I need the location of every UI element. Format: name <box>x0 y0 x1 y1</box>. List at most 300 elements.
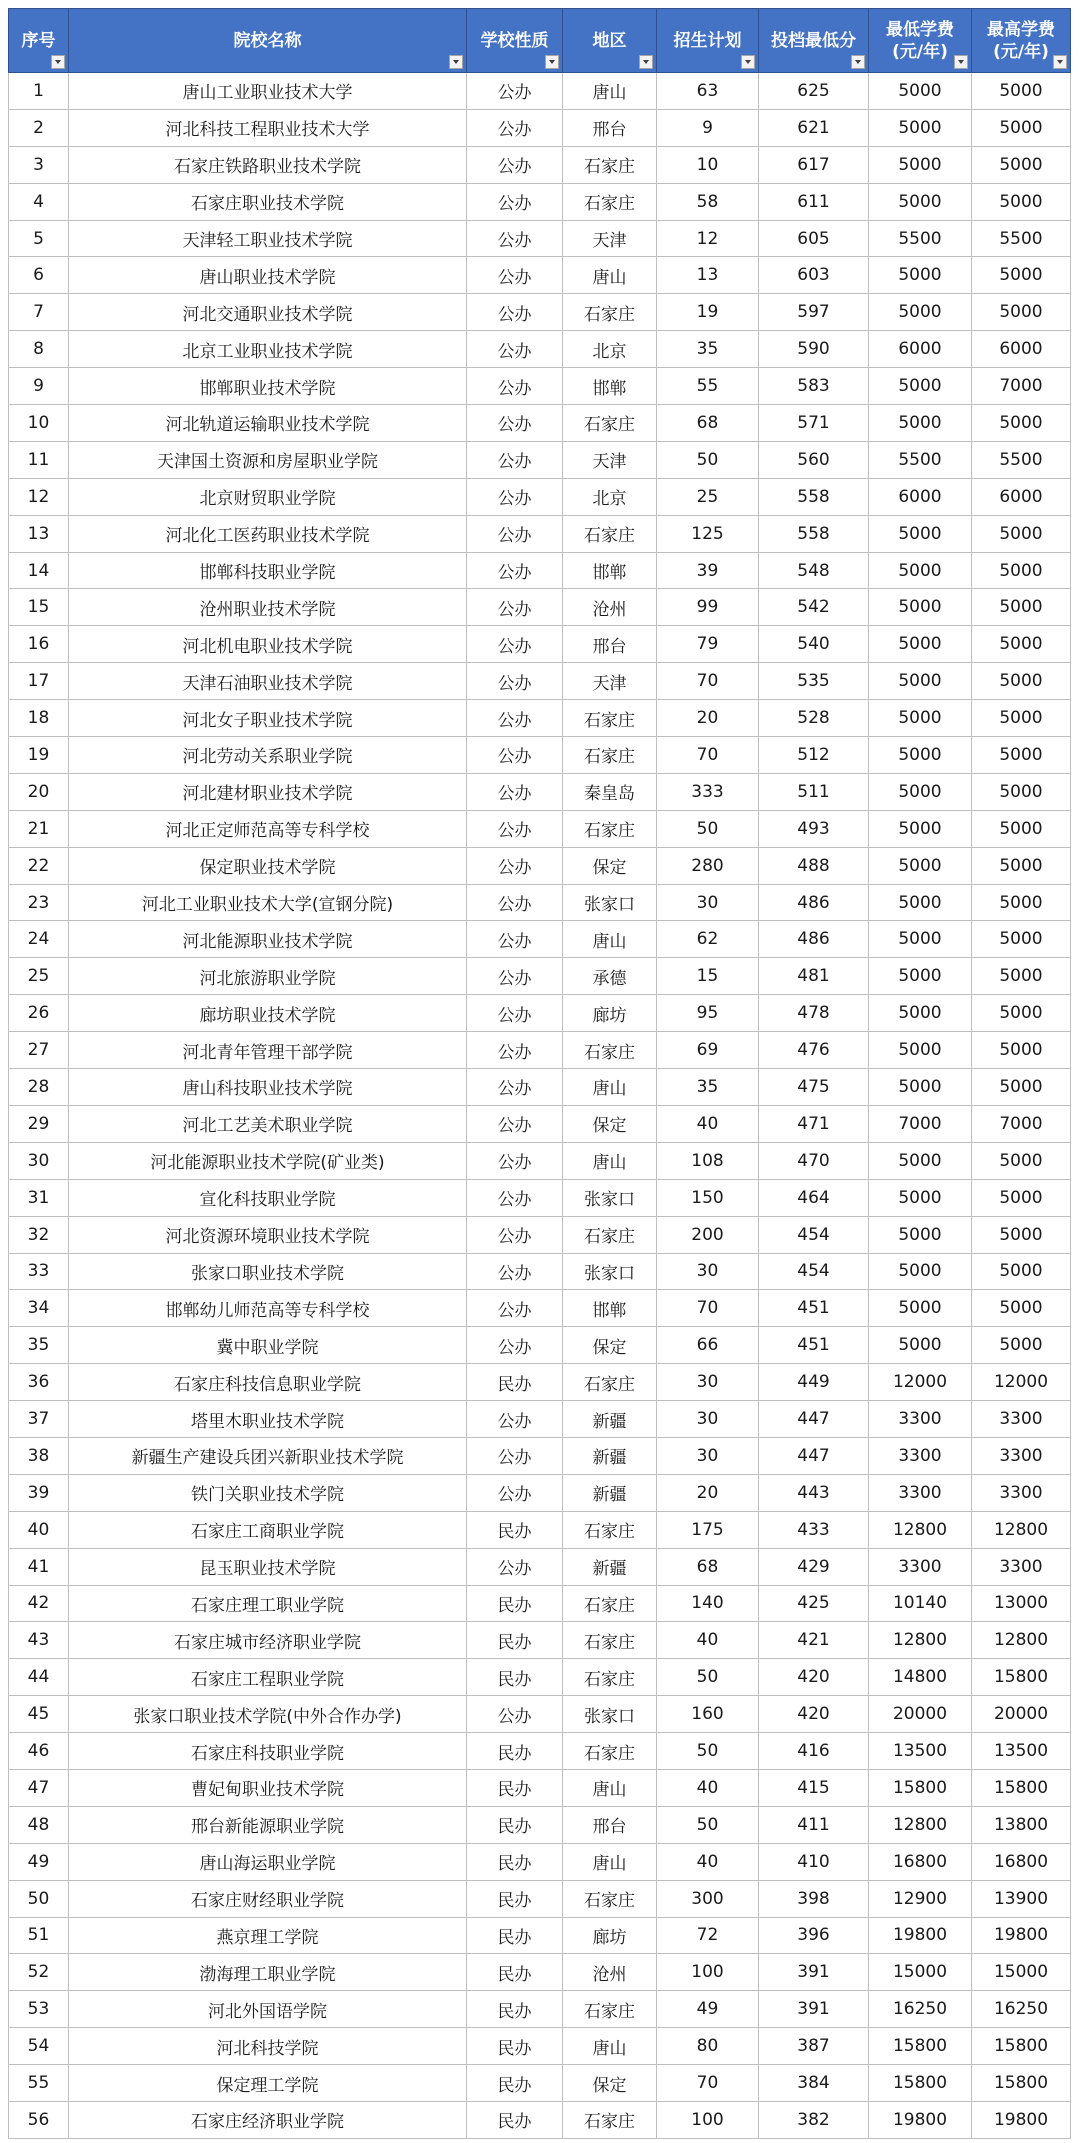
enrollment-plan-cell[interactable]: 50 <box>657 1659 759 1696</box>
school-name-cell[interactable]: 渤海理工职业学院 <box>69 1954 467 1991</box>
min-score-cell[interactable]: 476 <box>759 1032 869 1069</box>
school-name-cell[interactable]: 张家口职业技术学院(中外合作办学) <box>69 1696 467 1733</box>
max-tuition-cell[interactable]: 13800 <box>972 1806 1071 1843</box>
school-name-cell[interactable]: 河北科技学院 <box>69 2028 467 2065</box>
max-tuition-cell[interactable]: 20000 <box>972 1696 1071 1733</box>
enrollment-plan-cell[interactable]: 30 <box>657 884 759 921</box>
enrollment-plan-cell[interactable]: 300 <box>657 1880 759 1917</box>
filter-dropdown-icon[interactable] <box>1053 55 1067 69</box>
min-score-cell[interactable]: 597 <box>759 294 869 331</box>
min-tuition-cell[interactable]: 16800 <box>869 1843 972 1880</box>
school-type-cell[interactable]: 民办 <box>467 1511 563 1548</box>
school-type-cell[interactable]: 公办 <box>467 1179 563 1216</box>
row-number-cell[interactable]: 23 <box>9 884 69 921</box>
row-number-cell[interactable]: 34 <box>9 1290 69 1327</box>
school-type-cell[interactable]: 民办 <box>467 1659 563 1696</box>
min-score-cell[interactable]: 481 <box>759 958 869 995</box>
enrollment-plan-cell[interactable]: 19 <box>657 294 759 331</box>
min-tuition-cell[interactable]: 3300 <box>869 1474 972 1511</box>
min-tuition-cell[interactable]: 12000 <box>869 1364 972 1401</box>
school-type-cell[interactable]: 公办 <box>467 810 563 847</box>
min-tuition-cell[interactable]: 5000 <box>869 847 972 884</box>
min-tuition-cell[interactable]: 5000 <box>869 810 972 847</box>
school-type-cell[interactable]: 公办 <box>467 737 563 774</box>
school-name-cell[interactable]: 石家庄工商职业学院 <box>69 1511 467 1548</box>
min-score-cell[interactable]: 391 <box>759 1991 869 2028</box>
school-type-cell[interactable]: 民办 <box>467 1917 563 1954</box>
filter-dropdown-icon[interactable] <box>449 55 463 69</box>
min-score-cell[interactable]: 429 <box>759 1548 869 1585</box>
min-tuition-cell[interactable]: 12900 <box>869 1880 972 1917</box>
min-tuition-cell[interactable]: 5000 <box>869 663 972 700</box>
school-type-cell[interactable]: 公办 <box>467 589 563 626</box>
row-number-cell[interactable]: 24 <box>9 921 69 958</box>
min-score-cell[interactable]: 558 <box>759 478 869 515</box>
region-cell[interactable]: 张家口 <box>563 1179 657 1216</box>
min-score-cell[interactable]: 542 <box>759 589 869 626</box>
school-name-cell[interactable]: 石家庄理工职业学院 <box>69 1585 467 1622</box>
school-type-cell[interactable]: 公办 <box>467 1437 563 1474</box>
max-tuition-cell[interactable]: 5000 <box>972 1142 1071 1179</box>
school-name-cell[interactable]: 保定理工学院 <box>69 2065 467 2102</box>
row-number-cell[interactable]: 31 <box>9 1179 69 1216</box>
row-number-cell[interactable]: 54 <box>9 2028 69 2065</box>
school-name-cell[interactable]: 冀中职业学院 <box>69 1327 467 1364</box>
min-tuition-cell[interactable]: 6000 <box>869 331 972 368</box>
min-tuition-cell[interactable]: 5000 <box>869 368 972 405</box>
region-cell[interactable]: 张家口 <box>563 884 657 921</box>
min-score-cell[interactable]: 411 <box>759 1806 869 1843</box>
max-tuition-cell[interactable]: 15800 <box>972 1659 1071 1696</box>
enrollment-plan-cell[interactable]: 99 <box>657 589 759 626</box>
max-tuition-cell[interactable]: 13000 <box>972 1585 1071 1622</box>
min-score-cell[interactable]: 486 <box>759 884 869 921</box>
min-score-cell[interactable]: 391 <box>759 1954 869 1991</box>
region-cell[interactable]: 石家庄 <box>563 810 657 847</box>
min-tuition-cell[interactable]: 5000 <box>869 1253 972 1290</box>
region-cell[interactable]: 廊坊 <box>563 995 657 1032</box>
region-cell[interactable]: 石家庄 <box>563 2101 657 2138</box>
school-name-cell[interactable]: 沧州职业技术学院 <box>69 589 467 626</box>
school-type-cell[interactable]: 公办 <box>467 700 563 737</box>
max-tuition-cell[interactable]: 5000 <box>972 995 1071 1032</box>
region-cell[interactable]: 廊坊 <box>563 1917 657 1954</box>
school-name-cell[interactable]: 北京工业职业技术学院 <box>69 331 467 368</box>
max-tuition-cell[interactable]: 5000 <box>972 1069 1071 1106</box>
school-name-cell[interactable]: 昆玉职业技术学院 <box>69 1548 467 1585</box>
row-number-cell[interactable]: 32 <box>9 1216 69 1253</box>
region-cell[interactable]: 邯郸 <box>563 368 657 405</box>
min-tuition-cell[interactable]: 5500 <box>869 220 972 257</box>
max-tuition-cell[interactable]: 15800 <box>972 1769 1071 1806</box>
min-tuition-cell[interactable]: 12800 <box>869 1511 972 1548</box>
min-tuition-cell[interactable]: 12800 <box>869 1622 972 1659</box>
enrollment-plan-cell[interactable]: 40 <box>657 1622 759 1659</box>
max-tuition-cell[interactable]: 5000 <box>972 773 1071 810</box>
school-type-cell[interactable]: 公办 <box>467 626 563 663</box>
school-name-cell[interactable]: 河北劳动关系职业学院 <box>69 737 467 774</box>
region-cell[interactable]: 石家庄 <box>563 1991 657 2028</box>
max-tuition-cell[interactable]: 5000 <box>972 921 1071 958</box>
max-tuition-cell[interactable]: 13900 <box>972 1880 1071 1917</box>
min-score-cell[interactable]: 382 <box>759 2101 869 2138</box>
min-tuition-cell[interactable]: 5000 <box>869 773 972 810</box>
max-tuition-cell[interactable]: 5000 <box>972 1253 1071 1290</box>
max-tuition-cell[interactable]: 5000 <box>972 1216 1071 1253</box>
max-tuition-cell[interactable]: 5000 <box>972 405 1071 442</box>
region-cell[interactable]: 石家庄 <box>563 1364 657 1401</box>
max-tuition-cell[interactable]: 5000 <box>972 1327 1071 1364</box>
enrollment-plan-cell[interactable]: 10 <box>657 146 759 183</box>
region-cell[interactable]: 邯郸 <box>563 1290 657 1327</box>
school-type-cell[interactable]: 公办 <box>467 257 563 294</box>
school-type-cell[interactable]: 公办 <box>467 294 563 331</box>
enrollment-plan-cell[interactable]: 72 <box>657 1917 759 1954</box>
max-tuition-cell[interactable]: 5000 <box>972 737 1071 774</box>
school-type-cell[interactable]: 公办 <box>467 1474 563 1511</box>
min-tuition-cell[interactable]: 5000 <box>869 1032 972 1069</box>
school-name-cell[interactable]: 石家庄科技职业学院 <box>69 1733 467 1770</box>
region-cell[interactable]: 唐山 <box>563 257 657 294</box>
school-type-cell[interactable]: 公办 <box>467 552 563 589</box>
school-type-cell[interactable]: 公办 <box>467 1401 563 1438</box>
max-tuition-cell[interactable]: 5000 <box>972 552 1071 589</box>
row-number-cell[interactable]: 15 <box>9 589 69 626</box>
school-type-cell[interactable]: 公办 <box>467 1253 563 1290</box>
max-tuition-cell[interactable]: 19800 <box>972 2101 1071 2138</box>
row-number-cell[interactable]: 5 <box>9 220 69 257</box>
enrollment-plan-cell[interactable]: 25 <box>657 478 759 515</box>
min-tuition-cell[interactable]: 5000 <box>869 626 972 663</box>
region-cell[interactable]: 唐山 <box>563 921 657 958</box>
filter-dropdown-icon[interactable] <box>851 55 865 69</box>
school-name-cell[interactable]: 曹妃甸职业技术学院 <box>69 1769 467 1806</box>
row-number-cell[interactable]: 38 <box>9 1437 69 1474</box>
max-tuition-cell[interactable]: 3300 <box>972 1437 1071 1474</box>
school-name-cell[interactable]: 河北科技工程职业技术大学 <box>69 109 467 146</box>
row-number-cell[interactable]: 53 <box>9 1991 69 2028</box>
region-cell[interactable]: 沧州 <box>563 1954 657 1991</box>
row-number-cell[interactable]: 13 <box>9 515 69 552</box>
enrollment-plan-cell[interactable]: 35 <box>657 331 759 368</box>
school-type-cell[interactable]: 公办 <box>467 663 563 700</box>
max-tuition-cell[interactable]: 5000 <box>972 958 1071 995</box>
max-tuition-cell[interactable]: 5000 <box>972 109 1071 146</box>
row-number-cell[interactable]: 36 <box>9 1364 69 1401</box>
row-number-cell[interactable]: 35 <box>9 1327 69 1364</box>
row-number-cell[interactable]: 55 <box>9 2065 69 2102</box>
row-number-cell[interactable]: 43 <box>9 1622 69 1659</box>
max-tuition-cell[interactable]: 5000 <box>972 183 1071 220</box>
min-score-cell[interactable]: 421 <box>759 1622 869 1659</box>
min-score-cell[interactable]: 512 <box>759 737 869 774</box>
row-number-cell[interactable]: 49 <box>9 1843 69 1880</box>
min-tuition-cell[interactable]: 5000 <box>869 1327 972 1364</box>
min-score-cell[interactable]: 470 <box>759 1142 869 1179</box>
school-type-cell[interactable]: 公办 <box>467 109 563 146</box>
min-score-cell[interactable]: 396 <box>759 1917 869 1954</box>
row-number-cell[interactable]: 37 <box>9 1401 69 1438</box>
school-type-cell[interactable]: 公办 <box>467 1142 563 1179</box>
region-cell[interactable]: 石家庄 <box>563 1511 657 1548</box>
school-name-cell[interactable]: 石家庄财经职业学院 <box>69 1880 467 1917</box>
school-type-cell[interactable]: 公办 <box>467 1216 563 1253</box>
min-score-cell[interactable]: 471 <box>759 1105 869 1142</box>
school-name-cell[interactable]: 石家庄经济职业学院 <box>69 2101 467 2138</box>
region-cell[interactable]: 北京 <box>563 478 657 515</box>
school-name-cell[interactable]: 邢台新能源职业学院 <box>69 1806 467 1843</box>
min-score-cell[interactable]: 384 <box>759 2065 869 2102</box>
region-cell[interactable]: 新疆 <box>563 1401 657 1438</box>
max-tuition-cell[interactable]: 16800 <box>972 1843 1071 1880</box>
filter-dropdown-icon[interactable] <box>741 55 755 69</box>
row-number-cell[interactable]: 14 <box>9 552 69 589</box>
min-tuition-cell[interactable]: 5000 <box>869 1069 972 1106</box>
row-number-cell[interactable]: 16 <box>9 626 69 663</box>
enrollment-plan-cell[interactable]: 70 <box>657 1290 759 1327</box>
row-number-cell[interactable]: 45 <box>9 1696 69 1733</box>
row-number-cell[interactable]: 18 <box>9 700 69 737</box>
min-score-cell[interactable]: 443 <box>759 1474 869 1511</box>
min-score-cell[interactable]: 511 <box>759 773 869 810</box>
min-score-cell[interactable]: 605 <box>759 220 869 257</box>
min-score-cell[interactable]: 433 <box>759 1511 869 1548</box>
min-tuition-cell[interactable]: 7000 <box>869 1105 972 1142</box>
max-tuition-cell[interactable]: 5000 <box>972 257 1071 294</box>
min-score-cell[interactable]: 447 <box>759 1437 869 1474</box>
min-tuition-cell[interactable]: 5000 <box>869 958 972 995</box>
school-name-cell[interactable]: 唐山科技职业技术学院 <box>69 1069 467 1106</box>
region-cell[interactable]: 沧州 <box>563 589 657 626</box>
min-tuition-cell[interactable]: 5000 <box>869 257 972 294</box>
max-tuition-cell[interactable]: 5000 <box>972 884 1071 921</box>
region-cell[interactable]: 石家庄 <box>563 1216 657 1253</box>
row-number-cell[interactable]: 27 <box>9 1032 69 1069</box>
school-type-cell[interactable]: 公办 <box>467 183 563 220</box>
max-tuition-cell[interactable]: 7000 <box>972 368 1071 405</box>
column-header[interactable] <box>869 9 972 73</box>
max-tuition-cell[interactable]: 12800 <box>972 1622 1071 1659</box>
school-name-cell[interactable]: 铁门关职业技术学院 <box>69 1474 467 1511</box>
min-score-cell[interactable]: 451 <box>759 1327 869 1364</box>
min-tuition-cell[interactable]: 3300 <box>869 1401 972 1438</box>
enrollment-plan-cell[interactable]: 175 <box>657 1511 759 1548</box>
enrollment-plan-cell[interactable]: 30 <box>657 1401 759 1438</box>
enrollment-plan-cell[interactable]: 50 <box>657 1806 759 1843</box>
min-tuition-cell[interactable]: 20000 <box>869 1696 972 1733</box>
filter-dropdown-icon[interactable] <box>954 55 968 69</box>
min-tuition-cell[interactable]: 5500 <box>869 441 972 478</box>
min-tuition-cell[interactable]: 6000 <box>869 478 972 515</box>
row-number-cell[interactable]: 11 <box>9 441 69 478</box>
max-tuition-cell[interactable]: 5000 <box>972 1179 1071 1216</box>
max-tuition-cell[interactable]: 5000 <box>972 626 1071 663</box>
max-tuition-cell[interactable]: 5000 <box>972 1032 1071 1069</box>
min-score-cell[interactable]: 387 <box>759 2028 869 2065</box>
school-type-cell[interactable]: 公办 <box>467 773 563 810</box>
min-score-cell[interactable]: 415 <box>759 1769 869 1806</box>
column-header[interactable] <box>972 9 1071 73</box>
school-type-cell[interactable]: 公办 <box>467 1032 563 1069</box>
school-type-cell[interactable]: 公办 <box>467 220 563 257</box>
school-type-cell[interactable]: 公办 <box>467 1696 563 1733</box>
school-name-cell[interactable]: 唐山工业职业技术大学 <box>69 73 467 110</box>
school-type-cell[interactable]: 公办 <box>467 1105 563 1142</box>
min-tuition-cell[interactable]: 15800 <box>869 2028 972 2065</box>
min-score-cell[interactable]: 475 <box>759 1069 869 1106</box>
max-tuition-cell[interactable]: 12000 <box>972 1364 1071 1401</box>
min-tuition-cell[interactable]: 5000 <box>869 552 972 589</box>
min-tuition-cell[interactable]: 5000 <box>869 1179 972 1216</box>
min-score-cell[interactable]: 451 <box>759 1290 869 1327</box>
max-tuition-cell[interactable]: 5000 <box>972 1290 1071 1327</box>
min-score-cell[interactable]: 611 <box>759 183 869 220</box>
region-cell[interactable]: 石家庄 <box>563 183 657 220</box>
region-cell[interactable]: 新疆 <box>563 1437 657 1474</box>
enrollment-plan-cell[interactable]: 35 <box>657 1069 759 1106</box>
school-type-cell[interactable]: 公办 <box>467 884 563 921</box>
row-number-cell[interactable]: 3 <box>9 146 69 183</box>
filter-dropdown-icon[interactable] <box>51 55 65 69</box>
min-score-cell[interactable]: 420 <box>759 1659 869 1696</box>
region-cell[interactable]: 石家庄 <box>563 1659 657 1696</box>
max-tuition-cell[interactable]: 3300 <box>972 1474 1071 1511</box>
school-name-cell[interactable]: 燕京理工学院 <box>69 1917 467 1954</box>
region-cell[interactable]: 石家庄 <box>563 146 657 183</box>
school-name-cell[interactable]: 石家庄城市经济职业学院 <box>69 1622 467 1659</box>
school-type-cell[interactable]: 公办 <box>467 146 563 183</box>
enrollment-plan-cell[interactable]: 62 <box>657 921 759 958</box>
row-number-cell[interactable]: 28 <box>9 1069 69 1106</box>
school-name-cell[interactable]: 邯郸职业技术学院 <box>69 368 467 405</box>
max-tuition-cell[interactable]: 15800 <box>972 2028 1071 2065</box>
max-tuition-cell[interactable]: 5000 <box>972 589 1071 626</box>
school-type-cell[interactable]: 民办 <box>467 1769 563 1806</box>
max-tuition-cell[interactable]: 5000 <box>972 515 1071 552</box>
region-cell[interactable]: 唐山 <box>563 1142 657 1179</box>
school-name-cell[interactable]: 石家庄铁路职业技术学院 <box>69 146 467 183</box>
school-type-cell[interactable]: 公办 <box>467 73 563 110</box>
row-number-cell[interactable]: 25 <box>9 958 69 995</box>
school-name-cell[interactable]: 河北女子职业技术学院 <box>69 700 467 737</box>
school-type-cell[interactable]: 民办 <box>467 2028 563 2065</box>
school-name-cell[interactable]: 石家庄科技信息职业学院 <box>69 1364 467 1401</box>
row-number-cell[interactable]: 20 <box>9 773 69 810</box>
enrollment-plan-cell[interactable]: 20 <box>657 1474 759 1511</box>
school-name-cell[interactable]: 河北能源职业技术学院(矿业类) <box>69 1142 467 1179</box>
school-type-cell[interactable]: 公办 <box>467 441 563 478</box>
row-number-cell[interactable]: 48 <box>9 1806 69 1843</box>
region-cell[interactable]: 石家庄 <box>563 737 657 774</box>
region-cell[interactable]: 邢台 <box>563 1806 657 1843</box>
min-score-cell[interactable]: 410 <box>759 1843 869 1880</box>
school-name-cell[interactable]: 廊坊职业技术学院 <box>69 995 467 1032</box>
min-score-cell[interactable]: 583 <box>759 368 869 405</box>
enrollment-plan-cell[interactable]: 108 <box>657 1142 759 1179</box>
region-cell[interactable]: 北京 <box>563 331 657 368</box>
enrollment-plan-cell[interactable]: 30 <box>657 1364 759 1401</box>
enrollment-plan-cell[interactable]: 160 <box>657 1696 759 1733</box>
school-type-cell[interactable]: 公办 <box>467 405 563 442</box>
min-score-cell[interactable]: 590 <box>759 331 869 368</box>
region-cell[interactable]: 承德 <box>563 958 657 995</box>
row-number-cell[interactable]: 41 <box>9 1548 69 1585</box>
region-cell[interactable]: 石家庄 <box>563 1880 657 1917</box>
school-type-cell[interactable]: 民办 <box>467 1733 563 1770</box>
region-cell[interactable]: 天津 <box>563 441 657 478</box>
enrollment-plan-cell[interactable]: 70 <box>657 2065 759 2102</box>
min-tuition-cell[interactable]: 5000 <box>869 589 972 626</box>
school-type-cell[interactable]: 民办 <box>467 1954 563 1991</box>
min-score-cell[interactable]: 558 <box>759 515 869 552</box>
min-tuition-cell[interactable]: 13500 <box>869 1733 972 1770</box>
max-tuition-cell[interactable]: 15000 <box>972 1954 1071 1991</box>
min-score-cell[interactable]: 493 <box>759 810 869 847</box>
school-type-cell[interactable]: 公办 <box>467 368 563 405</box>
school-name-cell[interactable]: 天津轻工职业技术学院 <box>69 220 467 257</box>
region-cell[interactable]: 保定 <box>563 847 657 884</box>
region-cell[interactable]: 邯郸 <box>563 552 657 589</box>
column-header[interactable] <box>759 9 869 73</box>
row-number-cell[interactable]: 17 <box>9 663 69 700</box>
enrollment-plan-cell[interactable]: 70 <box>657 663 759 700</box>
school-name-cell[interactable]: 河北资源环境职业技术学院 <box>69 1216 467 1253</box>
min-score-cell[interactable]: 420 <box>759 1696 869 1733</box>
region-cell[interactable]: 石家庄 <box>563 1032 657 1069</box>
min-score-cell[interactable]: 535 <box>759 663 869 700</box>
school-type-cell[interactable]: 民办 <box>467 1806 563 1843</box>
min-score-cell[interactable]: 488 <box>759 847 869 884</box>
row-number-cell[interactable]: 56 <box>9 2101 69 2138</box>
filter-dropdown-icon[interactable] <box>545 55 559 69</box>
min-tuition-cell[interactable]: 5000 <box>869 294 972 331</box>
min-score-cell[interactable]: 548 <box>759 552 869 589</box>
row-number-cell[interactable]: 8 <box>9 331 69 368</box>
school-type-cell[interactable]: 民办 <box>467 1364 563 1401</box>
min-tuition-cell[interactable]: 19800 <box>869 2101 972 2138</box>
max-tuition-cell[interactable]: 7000 <box>972 1105 1071 1142</box>
enrollment-plan-cell[interactable]: 200 <box>657 1216 759 1253</box>
min-tuition-cell[interactable]: 5000 <box>869 73 972 110</box>
enrollment-plan-cell[interactable]: 80 <box>657 2028 759 2065</box>
enrollment-plan-cell[interactable]: 20 <box>657 700 759 737</box>
school-type-cell[interactable]: 民办 <box>467 2065 563 2102</box>
row-number-cell[interactable]: 19 <box>9 737 69 774</box>
school-name-cell[interactable]: 河北旅游职业学院 <box>69 958 467 995</box>
region-cell[interactable]: 石家庄 <box>563 700 657 737</box>
row-number-cell[interactable]: 39 <box>9 1474 69 1511</box>
row-number-cell[interactable]: 22 <box>9 847 69 884</box>
min-score-cell[interactable]: 416 <box>759 1733 869 1770</box>
school-name-cell[interactable]: 宣化科技职业学院 <box>69 1179 467 1216</box>
min-tuition-cell[interactable]: 15800 <box>869 1769 972 1806</box>
min-score-cell[interactable]: 454 <box>759 1216 869 1253</box>
enrollment-plan-cell[interactable]: 69 <box>657 1032 759 1069</box>
school-name-cell[interactable]: 新疆生产建设兵团兴新职业技术学院 <box>69 1437 467 1474</box>
school-name-cell[interactable]: 河北工艺美术职业学院 <box>69 1105 467 1142</box>
enrollment-plan-cell[interactable]: 100 <box>657 1954 759 1991</box>
enrollment-plan-cell[interactable]: 12 <box>657 220 759 257</box>
school-type-cell[interactable]: 公办 <box>467 515 563 552</box>
row-number-cell[interactable]: 1 <box>9 73 69 110</box>
max-tuition-cell[interactable]: 15800 <box>972 2065 1071 2102</box>
school-name-cell[interactable]: 天津石油职业技术学院 <box>69 663 467 700</box>
row-number-cell[interactable]: 40 <box>9 1511 69 1548</box>
school-name-cell[interactable]: 塔里木职业技术学院 <box>69 1401 467 1438</box>
school-name-cell[interactable]: 河北正定师范高等专科学校 <box>69 810 467 847</box>
min-tuition-cell[interactable]: 3300 <box>869 1548 972 1585</box>
row-number-cell[interactable]: 30 <box>9 1142 69 1179</box>
